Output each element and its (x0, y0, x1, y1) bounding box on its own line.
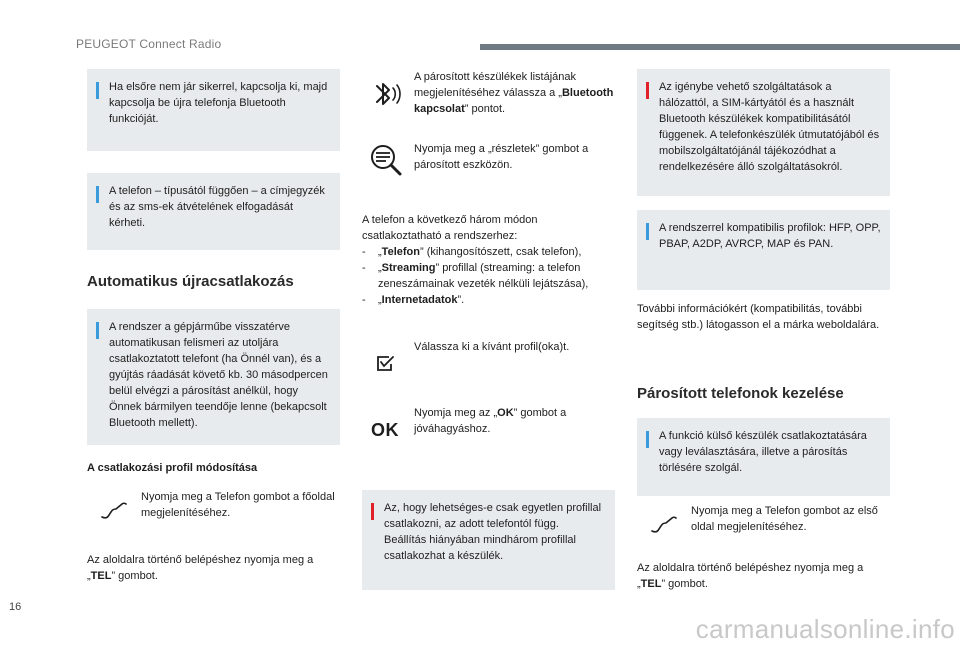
warning-note-profiles (362, 490, 615, 590)
step-details-button: Nyomja meg a „részletek” gombot a párosított eszközön. (414, 143, 589, 171)
subheading-profile-change: A csatlakozási profil módosítása (87, 462, 258, 474)
note-text: A rendszer a gépjárműbe visszatérve automatikusan felismeri az utoljára csatlakoztatott telefont (ha Önnél van), és a gyújtás ráadását követő kb. 30 másodpercen belül elvégzi a párosítást anélkül, hogy Önnek bármilyen teendője lenne (bekapcsolt Bluetooth mellett). (109, 321, 328, 429)
note-text: Az, hogy lehetséges-e csak egyetlen profillal csatlakozni, az adott telefontól függ. Beállítás hiányában mindhárom profillal csatlakozhat a készülék. (384, 502, 602, 562)
step-ok-button: Nyomja meg az „OK” gombot a jóváhagyáshoz. (414, 407, 567, 435)
info-note-profiles (637, 210, 890, 290)
info-note-retry (87, 69, 340, 151)
paragraph-tel: Az aloldalra történő belépéshez nyomja meg a „TEL” gombot. (87, 554, 314, 582)
info-icon (96, 82, 99, 99)
info-note-paired-management (637, 418, 890, 496)
info-note-contacts (87, 173, 340, 250)
checkbox-icon (376, 355, 396, 373)
info-note-auto-reconnect (87, 309, 340, 445)
list-item: - „Telefon” (kihangosítószett, csak telefon), (362, 246, 582, 258)
list-item: - „Streaming” profillal (streaming: a telefon zeneszámainak vezeték nélküli lejátszása), (362, 262, 589, 290)
info-icon (646, 223, 649, 240)
note-text: Ha elsőre nem jár sikerrel, kapcsolja ki, majd kapcsolja be újra telefonja Bluetooth funkcióját. (109, 81, 328, 125)
info-icon (96, 186, 99, 203)
phone-icon (650, 514, 678, 534)
note-text: Az igénybe vehető szolgáltatások a hálózattól, a SIM-kártyától és a használt Bluetooth készülékek kompatibilitásától függenek. A telefonkészülék útmutatójából és mobilszolgáltatójánál tájékozódhat a rendelkezésére álló szolgáltatásokról. (659, 81, 880, 173)
connection-modes-intro: A telefon a következő három módon csatlakoztatható a rendszerhez: (362, 214, 538, 242)
paragraph-more-info: További információkért (kompatibilitás, további segítség stb.) látogasson el a márka weboldalára. (637, 303, 880, 331)
step-bluetooth-connection: A párosított készülékek listájának megjelenítéséhez válassza a „Bluetooth kapcsolat” pontot. (414, 71, 614, 115)
paragraph-tel: Az aloldalra történő belépéshez nyomja meg a „TEL” gombot. (637, 562, 864, 590)
section-heading-paired-phones: Párosított telefonok kezelése (637, 385, 844, 402)
page-number: 16 (9, 601, 22, 613)
step-phone-button: Nyomja meg a Telefon gombot az első oldal megjelenítéséhez. (691, 505, 878, 533)
note-text: A rendszerrel kompatibilis profilok: HFP, OPP, PBAP, A2DP, AVRCP, MAP és PAN. (659, 222, 881, 250)
phone-icon (100, 500, 128, 520)
ok-button-icon: OK (371, 420, 399, 440)
watermark: carmanualsonline.info (695, 614, 955, 644)
warning-icon (371, 503, 374, 520)
details-icon (366, 140, 406, 180)
info-icon (646, 431, 649, 448)
step-select-profiles: Válassza ki a kívánt profil(oka)t. (414, 341, 570, 353)
warning-icon (646, 82, 649, 99)
step-phone-button: Nyomja meg a Telefon gombot a főoldal megjelenítéséhez. (141, 491, 335, 519)
header-title: PEUGEOT Connect Radio (76, 37, 222, 51)
section-heading-auto-reconnect: Automatikus újracsatlakozás (87, 273, 294, 290)
bluetooth-icon (368, 76, 402, 112)
list-item: - „Internetadatok”. (362, 294, 465, 306)
note-text: A funkció külső készülék csatlakoztatására vagy leválasztására, illetve a párosítás törlésére szolgál. (659, 430, 867, 474)
connection-modes-list (362, 244, 614, 308)
header-bar (480, 44, 960, 50)
info-icon (96, 322, 99, 339)
note-text: A telefon – típusától függően – a címjegyzék és az sms-ek átvételének elfogadását kérheti. (109, 185, 325, 229)
warning-note-services (637, 69, 890, 196)
